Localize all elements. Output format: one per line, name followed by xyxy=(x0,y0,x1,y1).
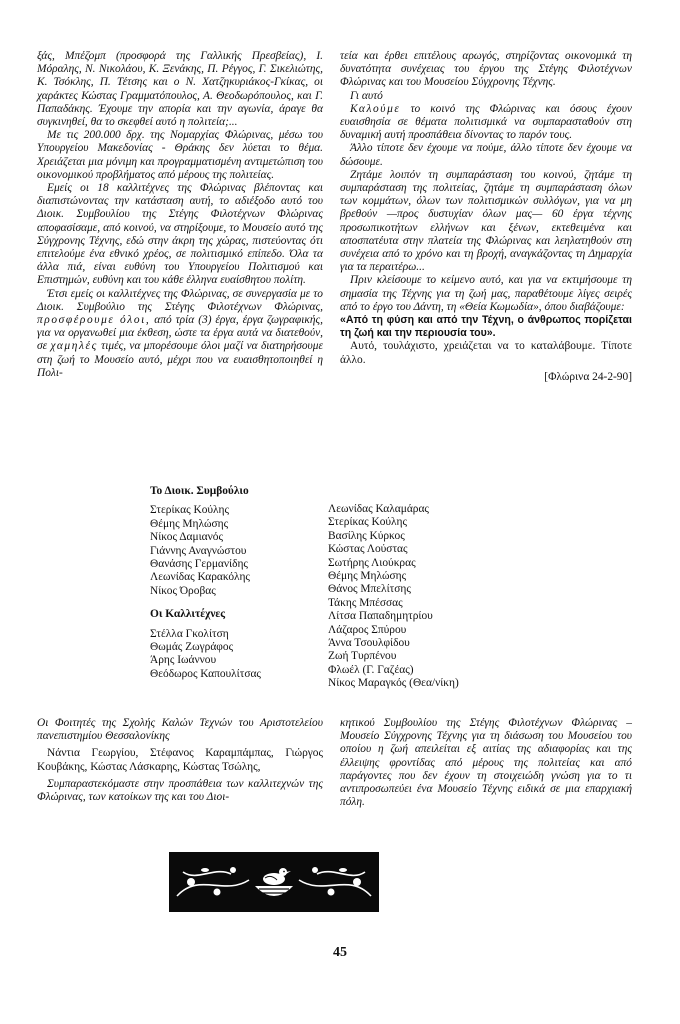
paragraph: Με τις 200.000 δρχ. της Νομαρχίας Φλώρινας, μέσω του Υπουργείου Μακεδονίας - Θράκης δεν λύεται το θέμα. Χρειάζεται μια μόνιμη και προγραμματισμένη αντιμετώπιση του οικονομικού προβλήματος από μέρους της πολιτείας. xyxy=(37,129,323,181)
students-left-column xyxy=(37,717,323,804)
paragraph: Ζητάμε λοιπόν τη συμπαράσταση του κοινού, ζητάμε τη συμπαράσταση της πολιτείας, ζητάμε τη συμπαράσταση όλων των κομμάτων, όλων των πολιτισμικών συλλόγων, για να μη βρεθούν —προς δυστυχίαν όλων μας— 60 έργα τέχνης προσωπικοτήτων ελλήνων και ξένων, εκτεθειμένα και αποσπατέυτα στην πλατεία της Φλώρινας και λεηλατηθούν στη συνέχεια από το χρόνο και τη βροχή, αναγκάζοντας τη Δημαρχία για τα περαιτέρω... xyxy=(340,168,632,274)
emphasis-span: Καλούμε xyxy=(350,102,401,115)
students-right-column xyxy=(340,717,632,809)
text-span: τιμές, να μπορέσουμε όλοι μαζί να διατηρήσουμε στη ζωή το Μουσείο αυτό, μέχρι που να ευαισθητοποιηθεί η Πολι- xyxy=(37,340,323,379)
paragraph: Πριν κλείσουμε το κείμενο αυτό, και για να εκτιμήσουμε τη σημασία της Τέχνης για τη ζωή μας, παραθέτουμε λίγες σειρές από το έργο του Δάντη, τη «Θεία Κωμωδία», όπου διαβάζουμε: xyxy=(340,274,632,313)
list-item: Σωτήρης Λιούκρας xyxy=(328,556,416,569)
list-item: Γιάννης Αναγνώστου xyxy=(150,544,247,557)
page-number: 45 xyxy=(333,945,347,960)
left-column-text xyxy=(37,50,323,380)
text-span: από τρία (3) έργα, έργα ζωγραφικής, για να οργανωθεί μια έκθεση, ώστε τα έργα αυτά να διατεθούν, σε xyxy=(37,314,323,353)
board-list xyxy=(150,485,261,681)
list-item: Άρης Ιωάννου xyxy=(150,654,217,667)
paragraph: Αυτό, τουλάχιστο, χρειάζεται να το καταλάβουμε. Τίποτε άλλο. xyxy=(340,340,632,366)
source-date: [Φλώρινα 24-2-90] xyxy=(544,370,632,383)
paragraph xyxy=(340,103,632,143)
paragraph: Εμείς οι 18 καλλιτέχνες της Φλώρινας βλέποντας και διαπιστώνοντας την κατάσταση αυτή, το αδιέξοδο αυτό του Διοικ. Συμβουλίου της Στέγης Φιλοτέχνων Φλώρινας αποφασίσαμε, από κοινού, να στηρίξουμε, το Μουσείο αυτό της Σύγχρονης Τέχνης, εδώ στην άκρη της χώρας, πιστεύοντας ότι επιτελούμε ένα εθνικό χρέος, σε πολιτισμικό επίπεδο. Όλα τα άλλα πιά, είναι ευθύνη του Υπουργείου Πολιτισμού και Επιστημών, ευθύνη και του κάθε έλληνα ευαίσθητου πολίτη. xyxy=(37,182,323,287)
list-item: Φλωέλ (Γ. Γαζέας) xyxy=(328,663,414,676)
floral-ornament-banner xyxy=(169,852,379,912)
list-item: Τάκης Μπέσσας xyxy=(328,596,403,609)
list-item: Κώστας Λούστας xyxy=(328,543,408,556)
list-item: Ζωή Τυρπένου xyxy=(328,650,397,663)
list-item: Στερίκας Κούλης xyxy=(150,504,229,517)
list-item: Λάζαρος Σπύρου xyxy=(328,623,407,636)
list-item: Νίκος Όροβας xyxy=(150,584,216,597)
emphasis-span: προσφέρουμε όλοι, xyxy=(37,314,151,327)
board-title: Το Διοικ. Συμβούλιο xyxy=(150,485,249,497)
list-item: Στέλλα Γκολίτση xyxy=(150,627,229,640)
paragraph xyxy=(37,288,323,380)
text-span: το κοινό της Φλώρινας και όσους έχουν ευαισθησία σε θέματα πολιτισμικά να συμπαρασταθούν στη δυναμική αυτή προσπάθεια δίνοντας το παρόν τους. xyxy=(340,102,632,142)
bird-in-basket-floral-ornament-icon xyxy=(169,852,379,912)
paragraph: Συμπαραστεκόμαστε στην προσπάθεια των καλλιτεχνών της Φλώρινας, των κατοίκων της και του Διοι- xyxy=(37,777,323,804)
paragraph: ξάς, Μπέζομπ (προσφορά της Γαλλικής Πρεσβείας), Ι. Μόραλης, Ν. Νικολάου, Κ. Ξενάκης, Π. Ρέγγος, Γ. Σικελιώτης, Κ. Τσόκλης, Π. Τέτσης και ο Ν. Χατζηκυριάκος-Γκίκας, οι χαράκτες Κώστας Γραμματόπουλος, Α. Θεοδωρόπουλος, και Γ. Παπαδάκης. Έχουμε την απορία και την αγωνία, άραγε θα συγκινηθεί, θα το σκεφθεί αυτό η πολιτεία;... xyxy=(37,50,323,129)
list-item: Νίκος Μαραγκός (Θεα/νίκη) xyxy=(328,677,459,690)
paragraph: Άλλο τίποτε δεν έχουμε να πούμε, άλλο τίποτε δεν έχουμε να δώσουμε. xyxy=(340,142,632,168)
list-item: Στερίκας Κούλης xyxy=(328,516,407,529)
emphasis-span: χαμηλές xyxy=(50,340,98,353)
paragraph: τεία και έρθει επιτέλους αρωγός, στηρίζοντας οικονομικά τη δυνατότητα συνέχειας του έργου της Στέγης Φιλοτέχνων Φλώρινας και του Μουσείου Σύγχρονης Τέχνης. xyxy=(340,50,632,89)
list-item: Λεωνίδας Καλαμάρας xyxy=(328,503,429,515)
list-item: Λίτσα Παπαδημητρίου xyxy=(328,610,433,623)
list-item: Νίκος Δαμιανός xyxy=(150,531,223,544)
paragraph: κητικού Συμβουλίου της Στέγης Φιλοτέχνων Φλώρινας – Μουσείο Σύγχρονης Τέχνης για τη διάσωση του Μουσείου του οποίου η ζωή απειλείται εξ αιτίας της αδιαφορίας και της έλλειψης φροντίδας από μέρους της πολιτείας και από παράγοντες που δεν έχουν τη στοιχειώδη γνώση για το τι αντιπροσωπεύει ένα Μουσείο Τέχνης ειδικά σε μια επαρχιακή πόλη. xyxy=(340,717,632,809)
right-column-text xyxy=(340,50,632,384)
dante-quote: «Από τη φύση και από την Τέχνη, ο άνθρωπος πορίζεται τη ζωή και την περιουσία του». xyxy=(340,314,632,340)
list-item: Λεωνίδας Καρακόλης xyxy=(150,571,250,584)
artists-title: Οι Καλλιτέχνες xyxy=(150,608,226,621)
list-item: Θωμάς Ζωγράφος xyxy=(150,641,234,654)
artists-list-right xyxy=(328,503,459,691)
list-item: Θεόδωρος Καπουλίτσας xyxy=(150,667,261,680)
subheading: Γι αυτό xyxy=(350,89,383,102)
list-item: Βασίλης Κύρκος xyxy=(328,529,405,542)
list-item: Θάνος Μπελίτσης xyxy=(328,583,411,596)
list-item: Θέμης Μηλώσης xyxy=(328,570,407,583)
list-item: Θανάσης Γερμανίδης xyxy=(150,558,248,571)
students-names: Νάντια Γεωργίου, Στέφανος Καραμπάμπας, Γιώργος Κουβάκης, Κώστας Λάσκαρης, Κώστας Τσώλης, xyxy=(37,747,323,773)
list-item: Θέμης Μηλώσης xyxy=(150,517,229,530)
text-span: Έτσι εμείς οι καλλιτέχνες της Φλώρινας, σε συνεργασία με το Διοικ. Συμβούλιο της Στέγης Φιλοτέχνων Φλώρινας, xyxy=(37,287,323,313)
list-item: Άννα Τσουλφίδου xyxy=(328,637,410,650)
students-title: Οι Φοιτητές της Σχολής Καλών Τεχνών του Αριστοτελείου πανεπιστημίου Θεσσαλονίκης xyxy=(37,717,323,743)
